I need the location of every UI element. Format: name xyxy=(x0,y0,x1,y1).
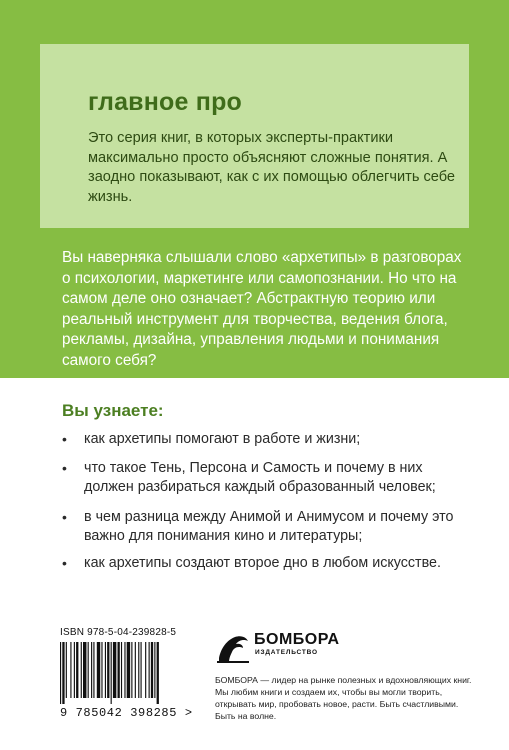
barcode-bar xyxy=(131,642,132,698)
learn-heading: Вы узнаете: xyxy=(62,401,164,420)
barcode-bar xyxy=(66,642,67,698)
bullet-icon: • xyxy=(62,431,67,447)
barcode-bar xyxy=(111,642,112,704)
list-item xyxy=(62,508,462,546)
barcode-bar xyxy=(121,642,122,698)
barcode-bar xyxy=(107,642,109,698)
barcode-bar xyxy=(135,642,136,698)
barcode-bar xyxy=(138,642,139,698)
barcode-bar xyxy=(76,642,78,698)
series-title: главное про xyxy=(88,88,243,116)
publisher-name: БОМБОРА xyxy=(254,631,340,648)
bullet-icon: • xyxy=(62,555,67,572)
barcode-bar xyxy=(88,642,89,698)
barcode-bar xyxy=(83,642,86,698)
barcode-bar xyxy=(91,642,92,698)
barcode-bar xyxy=(149,642,150,698)
barcode-bar xyxy=(105,642,106,698)
list-item-text: как архетипы помогают в работе и жизни; xyxy=(84,431,361,447)
list-item xyxy=(62,554,462,573)
series-description: Это серия книг, в которых эксперты-практики максимально просто объясняют сложные понятия. А заодно показывают, как с их помощью облегчить себе жизнь. xyxy=(88,130,456,205)
list-item xyxy=(62,459,462,497)
barcode-digits: 9 785042 398285 > xyxy=(60,706,193,720)
publisher-subtitle: ИЗДАТЕЛЬСТВО xyxy=(255,649,318,656)
barcode-bar xyxy=(157,642,159,704)
barcode xyxy=(60,642,200,704)
list-item-text: в чем разница между Анимой и Анимусом и почему это важно для понимания кино и литературы; xyxy=(84,508,454,544)
barcode-bar xyxy=(145,642,146,698)
barcode-bar xyxy=(74,642,75,698)
list-item xyxy=(62,430,462,449)
barcode-bar xyxy=(70,642,71,698)
bombora-wave-logo-icon xyxy=(215,628,251,664)
learn-list xyxy=(62,430,462,573)
publisher-description: БОМБОРА — лидер на рынке полезных и вдохновляющих книг. Мы любим книги и создаем их, чтобы вы могли творить, открывать мир, пробовать новое, расти. Быть счастливыми. Быть на волне. xyxy=(215,675,472,721)
barcode-bar xyxy=(141,642,142,698)
barcode-bar xyxy=(118,642,120,698)
list-item-text: как архетипы создают второе дно в любом искусстве. xyxy=(84,555,441,572)
list-item-text: что такое Тень, Персона и Самость и почему в них должен разбираться каждый образованный человек; xyxy=(84,460,436,496)
isbn-label: ISBN 978-5-04-239828-5 xyxy=(60,627,177,638)
bullet-icon: • xyxy=(62,508,67,525)
barcode-bar xyxy=(62,642,64,704)
barcode-bar xyxy=(127,642,130,698)
barcode-bar xyxy=(81,642,82,698)
intro-paragraph: Вы наверняка слышали слово «архетипы» в разговорах о психологии, маркетинге или самопознании. Но что на самом деле оно означает? Абстрактную теорию или реальный инструмент для творчества, ведения блога, рекламы, дизайна, управления людьми и понимания самого себя? xyxy=(62,249,462,369)
barcode-bar xyxy=(60,642,61,704)
barcode-bar xyxy=(113,642,116,698)
bullet-icon: • xyxy=(62,460,67,477)
barcode-bar xyxy=(101,642,102,698)
barcode-bar xyxy=(93,642,94,698)
barcode-bar xyxy=(124,642,125,698)
barcode-bar xyxy=(154,642,155,698)
barcode-bar xyxy=(97,642,100,698)
barcode-bar xyxy=(151,642,153,698)
